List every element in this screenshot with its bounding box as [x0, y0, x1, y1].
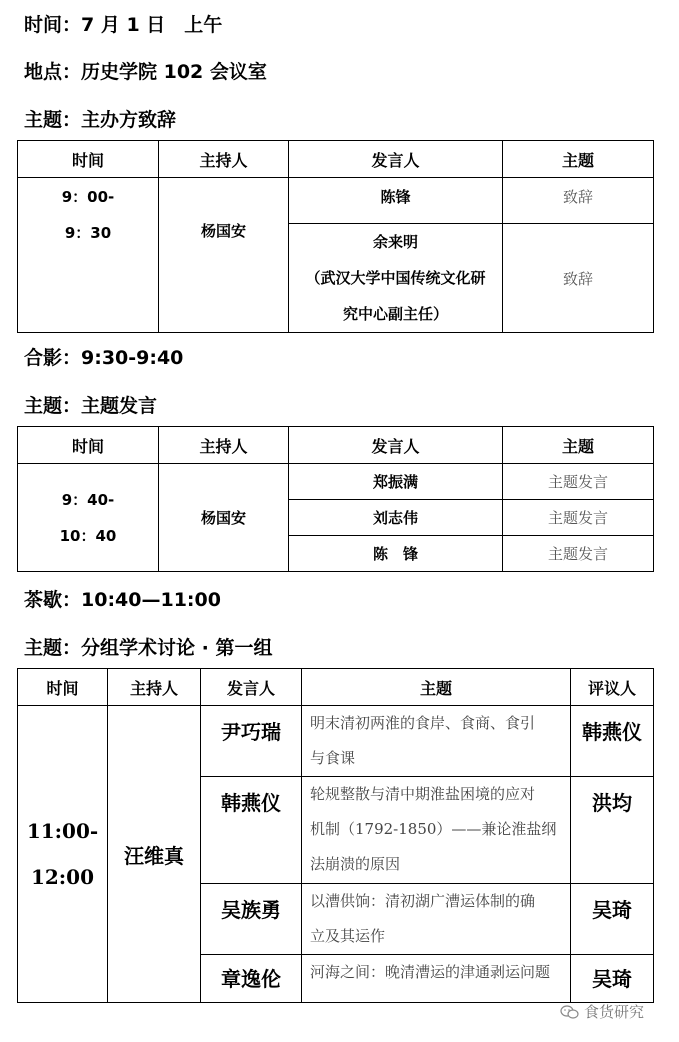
speaker-cell: 章逸伦: [201, 955, 302, 1003]
watermark-text: 食货研究: [584, 1003, 645, 1021]
col-header-speaker: 发言人: [289, 141, 503, 178]
photo-line: 合影：9:30-9:40: [24, 347, 184, 369]
speaker-cell: 吴族勇: [201, 884, 302, 955]
col-header-time: 时间: [18, 669, 108, 706]
topic-line: 与食课: [310, 749, 356, 767]
topic-cell: [302, 706, 571, 777]
time-cell: [18, 706, 108, 1003]
col-header-host: 主持人: [108, 669, 201, 706]
col-header-commentator: 评议人: [571, 669, 654, 706]
topic-line: 河海之间：晚清漕运的津通剥运问题: [310, 963, 551, 981]
topic-line: 立及其运作: [310, 927, 386, 945]
commentator-cell: 洪均: [571, 777, 654, 884]
break-line: 茶歇：10:40—11:00: [24, 589, 221, 611]
topic-cell: 主题发言: [503, 536, 654, 572]
topic-cell: 主题发言: [503, 464, 654, 500]
topic-cell: 致辞: [503, 224, 654, 333]
time-cell: [18, 464, 159, 572]
session2-table: [17, 426, 654, 572]
session2-title: 主题：主题发言: [24, 395, 158, 417]
date-line: 时间：7 月 1 日 上午: [24, 14, 223, 36]
col-header-topic: 主题: [302, 669, 571, 706]
col-header-host: 主持人: [159, 141, 289, 178]
session3-title: 主题：分组学术讨论 · 第一组: [24, 637, 273, 659]
speaker-cell: 陈 锋: [289, 536, 503, 572]
time-start: 9：40-: [61, 490, 115, 509]
topic-line: 轮规整散与清中期淮盐困境的应对: [310, 785, 536, 803]
speaker-cell: 郑振满: [289, 464, 503, 500]
commentator-cell: 吴琦: [571, 884, 654, 955]
time-end: 10：40: [59, 526, 117, 545]
time-end: 12:00: [30, 865, 95, 889]
speaker-cell: 韩燕仪: [201, 777, 302, 884]
host-cell: 杨国安: [159, 178, 289, 333]
session1-title: 主题：主办方致辞: [24, 109, 177, 131]
location-line: 地点：历史学院 102 会议室: [24, 61, 267, 83]
speaker-affiliation: 究中心副主任）: [342, 305, 448, 323]
topic-cell: 主题发言: [503, 500, 654, 536]
col-header-speaker: 发言人: [201, 669, 302, 706]
topic-line: 机制（1792-1850）——兼论淮盐纲: [310, 820, 557, 838]
col-header-topic: 主题: [503, 427, 654, 464]
wechat-icon: [560, 1005, 580, 1019]
speaker-name: 余来明: [372, 233, 418, 251]
col-header-time: 时间: [18, 427, 159, 464]
host-cell: 杨国安: [159, 464, 289, 572]
time-end: 9：30: [64, 224, 112, 242]
speaker-affiliation: （武汉大学中国传统文化研: [305, 269, 486, 287]
host-cell: 汪维真: [108, 706, 201, 1003]
watermark: [560, 1001, 644, 1022]
col-header-speaker: 发言人: [289, 427, 503, 464]
speaker-cell: 陈锋: [289, 178, 503, 224]
commentator-cell: 韩燕仪: [571, 706, 654, 777]
speaker-cell: [289, 224, 503, 333]
speaker-cell: 尹巧瑞: [201, 706, 302, 777]
speaker-cell: 刘志伟: [289, 500, 503, 536]
time-cell: [18, 178, 159, 333]
topic-cell: [302, 955, 571, 1003]
topic-cell: [302, 884, 571, 955]
session3-table: [17, 668, 654, 1003]
topic-cell: 致辞: [503, 178, 654, 224]
col-header-host: 主持人: [159, 427, 289, 464]
topic-line: 以漕供饷：清初湖广漕运体制的确: [310, 892, 536, 910]
col-header-topic: 主题: [503, 141, 654, 178]
col-header-time: 时间: [18, 141, 159, 178]
topic-line: 法崩溃的原因: [310, 855, 401, 873]
time-start: 9：00-: [61, 188, 115, 206]
topic-line: 明末清初两淮的食岸、食商、食引: [310, 714, 536, 732]
session1-table: [17, 140, 654, 333]
commentator-cell: 吴琦: [571, 955, 654, 1003]
topic-cell: [302, 777, 571, 884]
time-start: 11:00-: [26, 819, 99, 843]
